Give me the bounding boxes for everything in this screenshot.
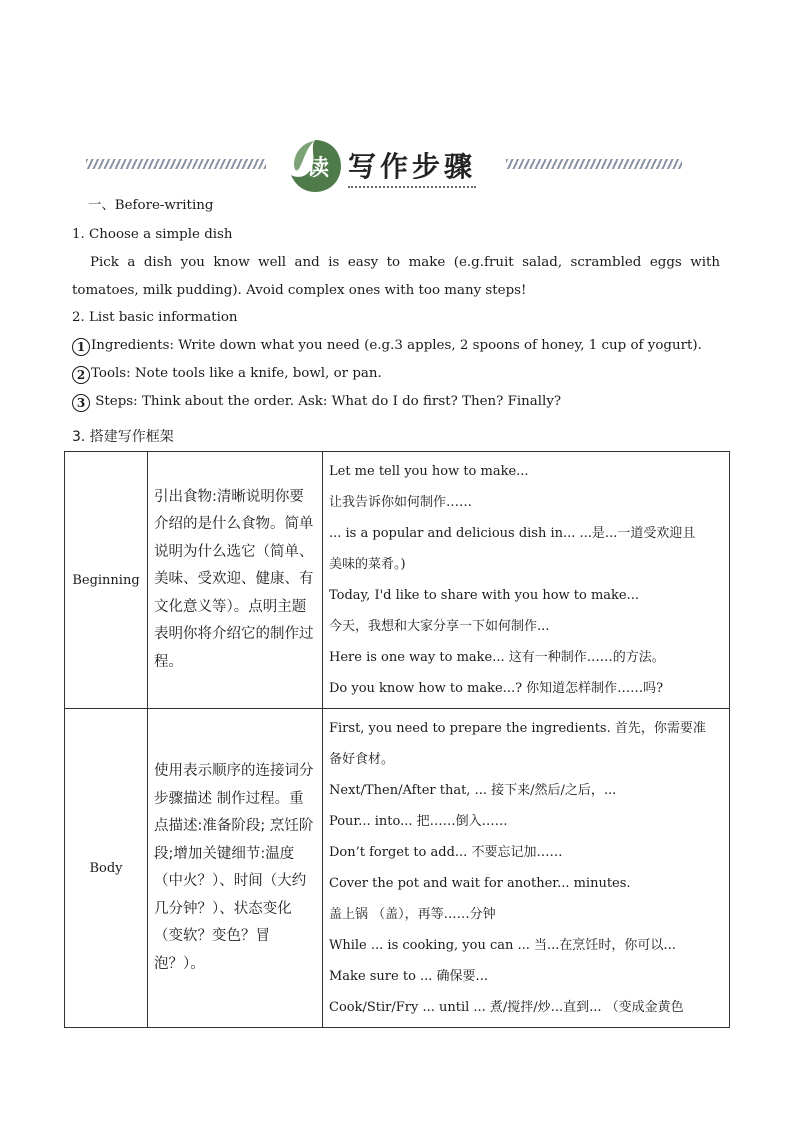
section-description: 使用表示顺序的连接词分步骤描述 制作过程。重点描述:准备阶段; 烹饪阶段;增加关键细节:温度（中火？）、时间（大约几分钟？）、状态变化（变软？变色？冒泡？）。 — [148, 709, 323, 1028]
expression-line: Pour... into... 把……倒入…… — [329, 814, 508, 829]
banner-title: 写作步骤 — [348, 145, 476, 188]
expression-line: 今天，我想和大家分享一下如何制作... — [329, 619, 550, 634]
banner-stripe-right — [506, 159, 682, 169]
step1-title: 1. Choose a simple dish — [72, 227, 233, 242]
step1-paragraph — [72, 249, 720, 305]
expression-list — [323, 452, 730, 709]
table-row — [65, 452, 730, 709]
section-label: Body — [65, 709, 148, 1028]
section-banner — [86, 137, 686, 195]
expression-line: Cover the pot and wait for another... minutes. — [329, 876, 631, 891]
expression-line: 美味的菜肴。) — [329, 557, 406, 572]
expression-line: First, you need to prepare the ingredients. 首先，你需要准 — [329, 721, 706, 736]
expression-line: Today, I'd like to share with you how to make... — [329, 588, 640, 603]
expression-line: 盖上锅 （盖），再等……分钟 — [329, 907, 496, 922]
leaf-emblem-icon — [286, 137, 344, 195]
expression-line: Do you know how to make...? 你知道怎样制作……吗? — [329, 681, 664, 696]
info-item — [72, 393, 561, 412]
info-item-text: Ingredients: Write down what you need (e.g.3 apples, 2 spoons of honey, 1 cup of yogurt). — [91, 338, 702, 353]
step2-title: 2. List basic information — [72, 310, 238, 325]
info-item — [72, 337, 702, 356]
section-label: Beginning — [65, 452, 148, 709]
expression-line: While ... is cooking, you can ... 当...在烹饪时，你可以... — [329, 938, 676, 953]
expression-line: Next/Then/After that, ... 接下来/然后/之后，... — [329, 783, 617, 798]
table-row — [65, 709, 730, 1028]
expression-line: 备好食材。 — [329, 752, 395, 767]
circled-number-icon: 1 — [72, 338, 90, 356]
expression-line: Don’t forget to add... 不要忘记加…… — [329, 845, 563, 860]
circled-number-icon: 2 — [72, 366, 90, 384]
before-writing-heading: 一、Before-writing — [88, 198, 214, 213]
expression-line: Let me tell you how to make... — [329, 464, 529, 479]
banner-stripe-left — [86, 159, 266, 169]
circled-number-icon: 3 — [72, 394, 90, 412]
info-item-text: Tools: Note tools like a knife, bowl, or pan. — [91, 366, 382, 381]
step1-text: Pick a dish you know well and is easy to make (e.g.fruit salad, scrambled eggs with tomatoes, milk pudding). Avoid complex ones with too many steps! — [72, 255, 720, 298]
info-item — [72, 365, 382, 384]
expression-line: ... is a popular and delicious dish in... ...是...一道受欢迎且 — [329, 526, 696, 541]
expression-line: Cook/Stir/Fry ... until ... 煮/搅拌/炒...直到... （变成金黄色 — [329, 1000, 684, 1015]
expression-line: Here is one way to make... 这有一种制作……的方法。 — [329, 650, 665, 665]
emblem-character: 读 — [306, 156, 330, 181]
info-item-text: Steps: Think about the order. Ask: What do I do first? Then? Finally? — [91, 394, 562, 409]
expression-line: 让我告诉你如何制作…… — [329, 495, 473, 510]
writing-framework-table — [64, 451, 730, 1028]
step3-title: 3. 搭建写作框架 — [72, 429, 174, 445]
expression-list — [323, 709, 730, 1028]
expression-line: Make sure to ... 确保要... — [329, 969, 488, 984]
section-description: 引出食物:清晰说明你要介绍的是什么食物。简单说明为什么选它（简单、美味、受欢迎、健康、有文化意义等）。点明主题表明你将介绍它的制作过程。 — [148, 452, 323, 709]
